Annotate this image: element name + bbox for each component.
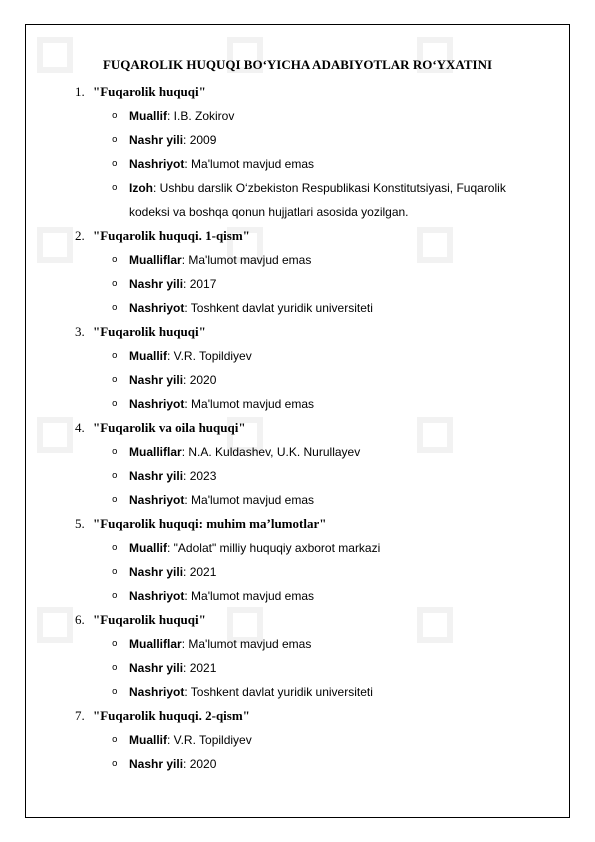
circle-bullet-icon: o xyxy=(112,399,118,409)
entry-number: 3. xyxy=(75,324,85,339)
entry-detail xyxy=(0,296,595,320)
circle-bullet-icon: o xyxy=(112,279,118,289)
entry-detail xyxy=(0,176,595,224)
entry-title: "Fuqarolik huquqi" xyxy=(93,612,206,627)
entry-detail xyxy=(0,680,595,704)
detail-text xyxy=(129,560,549,584)
detail-text xyxy=(129,128,549,152)
circle-bullet-icon: o xyxy=(112,135,118,145)
entry-detail xyxy=(0,632,595,656)
detail-text xyxy=(129,152,549,176)
detail-value: : 2009 xyxy=(183,133,217,147)
detail-value: : 2020 xyxy=(183,757,217,771)
detail-label: Nashriyot xyxy=(129,493,185,507)
detail-text xyxy=(129,296,549,320)
detail-text xyxy=(129,440,549,464)
bibliography-entry xyxy=(0,320,595,416)
detail-label: Muallif xyxy=(129,733,167,747)
entry-title: "Fuqarolik huquqi. 1-qism" xyxy=(93,228,250,243)
detail-value: : Ma'lumot mavjud emas xyxy=(181,253,312,267)
entry-detail xyxy=(0,560,595,584)
detail-value: : Ma'lumot mavjud emas xyxy=(184,493,315,507)
detail-text xyxy=(129,752,549,776)
detail-label: Nashriyot xyxy=(129,685,185,699)
detail-label: Nashriyot xyxy=(129,397,185,411)
detail-text xyxy=(129,584,549,608)
detail-label: Mualliflar xyxy=(129,253,182,267)
detail-value: : Toshkent davlat yuridik universiteti xyxy=(184,301,373,315)
entry-number: 6. xyxy=(75,612,85,627)
detail-value: : "Adolat" milliy huquqiy axborot markazi xyxy=(167,541,381,555)
bibliography-entry xyxy=(0,512,595,608)
entry-detail xyxy=(0,104,595,128)
circle-bullet-icon: o xyxy=(112,183,118,193)
detail-text xyxy=(129,536,549,560)
detail-text xyxy=(129,680,549,704)
detail-text xyxy=(129,488,549,512)
circle-bullet-icon: o xyxy=(112,735,118,745)
bibliography-entry xyxy=(0,416,595,512)
detail-text xyxy=(129,656,549,680)
detail-text xyxy=(129,632,549,656)
circle-bullet-icon: o xyxy=(112,567,118,577)
detail-text xyxy=(129,104,549,128)
circle-bullet-icon: o xyxy=(112,639,118,649)
circle-bullet-icon: o xyxy=(112,759,118,769)
detail-text xyxy=(129,248,549,272)
detail-label: Izoh xyxy=(129,181,153,195)
detail-value: : V.R. Topildiyev xyxy=(167,733,252,747)
detail-value: : Ma'lumot mavjud emas xyxy=(181,637,312,651)
detail-text xyxy=(129,728,549,752)
circle-bullet-icon: o xyxy=(112,351,118,361)
entry-detail xyxy=(0,152,595,176)
circle-bullet-icon: o xyxy=(112,111,118,121)
circle-bullet-icon: o xyxy=(112,303,118,313)
detail-value: : Toshkent davlat yuridik universiteti xyxy=(184,685,373,699)
entry-title: "Fuqarolik huquqi. 2-qism" xyxy=(93,708,250,723)
entry-detail xyxy=(0,584,595,608)
entry-header xyxy=(0,320,595,344)
detail-text xyxy=(129,176,549,224)
bibliography-list xyxy=(0,80,595,776)
entry-number: 5. xyxy=(75,516,85,531)
detail-value: : 2017 xyxy=(183,277,217,291)
circle-bullet-icon: o xyxy=(112,591,118,601)
entry-header xyxy=(0,512,595,536)
detail-value: : 2020 xyxy=(183,373,217,387)
entry-detail xyxy=(0,128,595,152)
detail-label: Nashr yili xyxy=(129,661,184,675)
bibliography-entry xyxy=(0,704,595,776)
entry-header xyxy=(0,704,595,728)
entry-detail xyxy=(0,344,595,368)
detail-label: Muallif xyxy=(129,541,167,555)
bibliography-entry xyxy=(0,608,595,704)
entry-detail xyxy=(0,536,595,560)
entry-detail xyxy=(0,488,595,512)
entry-header xyxy=(0,416,595,440)
detail-text xyxy=(129,344,549,368)
detail-value: : 2023 xyxy=(183,469,217,483)
bibliography-entry xyxy=(0,80,595,224)
entry-detail xyxy=(0,272,595,296)
entry-detail xyxy=(0,368,595,392)
entry-number: 7. xyxy=(75,708,85,723)
detail-text xyxy=(129,272,549,296)
circle-bullet-icon: o xyxy=(112,663,118,673)
detail-text xyxy=(129,464,549,488)
detail-label: Muallif xyxy=(129,349,167,363)
detail-label: Nashriyot xyxy=(129,301,185,315)
entry-number: 2. xyxy=(75,228,85,243)
entry-title: "Fuqarolik huquqi" xyxy=(93,324,206,339)
detail-value: : V.R. Topildiyev xyxy=(167,349,252,363)
entry-title: "Fuqarolik huquqi: muhim ma’lumotlar" xyxy=(93,516,327,531)
detail-label: Nashriyot xyxy=(129,589,185,603)
circle-bullet-icon: o xyxy=(112,159,118,169)
circle-bullet-icon: o xyxy=(112,495,118,505)
detail-value: : Ma'lumot mavjud emas xyxy=(184,589,315,603)
detail-value: : N.A. Kuldashev, U.K. Nurullayev xyxy=(181,445,361,459)
entry-header xyxy=(0,608,595,632)
entry-title: "Fuqarolik huquqi" xyxy=(93,84,206,99)
circle-bullet-icon: o xyxy=(112,375,118,385)
entry-number: 4. xyxy=(75,420,85,435)
detail-value: : Ma'lumot mavjud emas xyxy=(184,157,315,171)
detail-label: Nashr yili xyxy=(129,277,184,291)
entry-header xyxy=(0,80,595,104)
entry-header xyxy=(0,224,595,248)
entry-detail xyxy=(0,440,595,464)
entry-detail xyxy=(0,728,595,752)
detail-label: Mualliflar xyxy=(129,637,182,651)
entry-detail xyxy=(0,752,595,776)
detail-value: : Ushbu darslik O‘zbekiston Respublikasi Konstitutsiyasi, Fuqarolik kodeksi va boshqa qonun hujjatlari asosida yozilgan. xyxy=(129,181,506,219)
detail-label: Nashr yili xyxy=(129,133,184,147)
circle-bullet-icon: o xyxy=(112,543,118,553)
circle-bullet-icon: o xyxy=(112,687,118,697)
entry-detail xyxy=(0,656,595,680)
document-title: FUQAROLIK HUQUQI BO‘YICHA ADABIYOTLAR RO‘YXATINI xyxy=(102,57,493,72)
circle-bullet-icon: o xyxy=(112,255,118,265)
detail-label: Nashr yili xyxy=(129,373,184,387)
detail-value: : 2021 xyxy=(183,661,217,675)
detail-label: Nashr yili xyxy=(129,757,184,771)
detail-value: : I.B. Zokirov xyxy=(167,109,235,123)
detail-text xyxy=(129,368,549,392)
entry-detail xyxy=(0,248,595,272)
entry-detail xyxy=(0,464,595,488)
circle-bullet-icon: o xyxy=(112,447,118,457)
detail-label: Nashriyot xyxy=(129,157,185,171)
detail-label: Mualliflar xyxy=(129,445,182,459)
detail-value: : Ma'lumot mavjud emas xyxy=(184,397,315,411)
detail-text xyxy=(129,392,549,416)
entry-number: 1. xyxy=(75,84,85,99)
detail-label: Nashr yili xyxy=(129,565,184,579)
detail-value: : 2021 xyxy=(183,565,217,579)
bibliography-entry xyxy=(0,224,595,320)
detail-label: Muallif xyxy=(129,109,167,123)
detail-label: Nashr yili xyxy=(129,469,184,483)
circle-bullet-icon: o xyxy=(112,471,118,481)
entry-title: "Fuqarolik va oila huquqi" xyxy=(93,420,246,435)
entry-detail xyxy=(0,392,595,416)
